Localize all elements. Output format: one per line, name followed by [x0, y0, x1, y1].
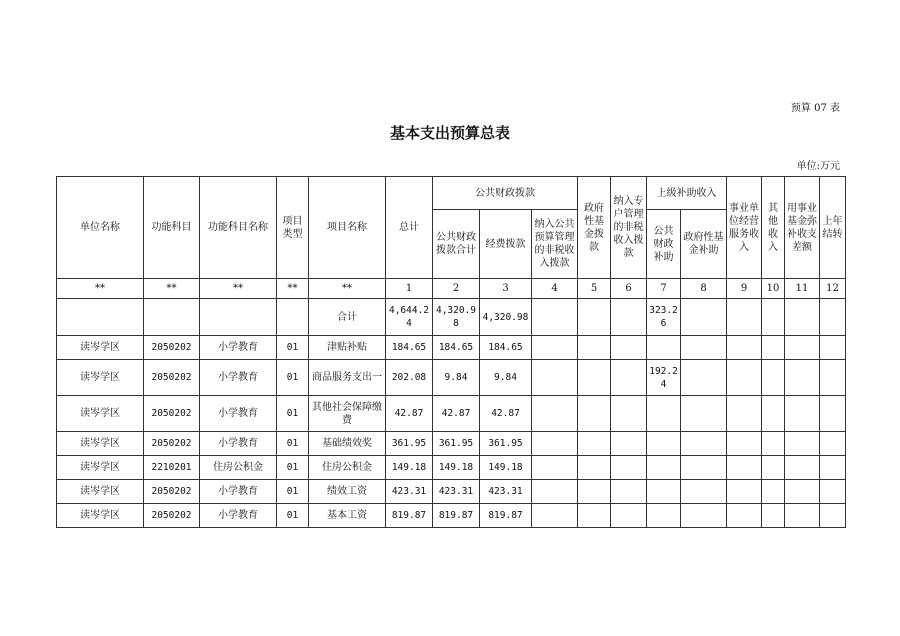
cell-funding: 149.18 — [480, 456, 532, 480]
index-cell: 7 — [647, 279, 681, 299]
cell-unit: 读岑学区 — [57, 396, 144, 432]
cell-subsidy — [647, 336, 681, 360]
header-project-name: 项目名称 — [309, 177, 386, 279]
cell-funding: 819.87 — [480, 504, 532, 528]
cell-unit: 读岑学区 — [57, 360, 144, 396]
header-total: 总计 — [386, 177, 433, 279]
cell-project: 住房公积金 — [309, 456, 386, 480]
index-cell: 8 — [681, 279, 727, 299]
header-gov-fund-subsidy: 政府性基金补助 — [681, 210, 727, 279]
index-cell: 9 — [727, 279, 762, 299]
header-funding: 经费拨款 — [480, 210, 532, 279]
cell-code: 2050202 — [144, 480, 200, 504]
index-cell: 3 — [480, 279, 532, 299]
cell-total: 361.95 — [386, 432, 433, 456]
cell-name: 小学教育 — [200, 336, 277, 360]
index-cell: ** — [200, 279, 277, 299]
cell-code: 2050202 — [144, 396, 200, 432]
cell-subsidy — [647, 432, 681, 456]
cell-name: 小学教育 — [200, 480, 277, 504]
cell-name: 住房公积金 — [200, 456, 277, 480]
cell-public-fiscal: 819.87 — [433, 504, 480, 528]
index-cell: 1 — [386, 279, 433, 299]
cell-funding: 42.87 — [480, 396, 532, 432]
cell-project: 基础绩效奖 — [309, 432, 386, 456]
cell-total: 819.87 — [386, 504, 433, 528]
cell-project: 绩效工资 — [309, 480, 386, 504]
index-row — [57, 279, 846, 299]
budget-table — [56, 176, 846, 528]
header-business-income: 事业单位经营服务收入 — [727, 177, 762, 279]
header-fund-balance: 用事业基金弥补收支差额 — [785, 177, 820, 279]
table-row — [57, 456, 846, 480]
header-special-nontax: 纳入专户管理的非税收入拨款 — [611, 177, 647, 279]
page-title: 基本支出预算总表 — [389, 124, 510, 142]
cell-unit: 读岑学区 — [57, 456, 144, 480]
header-project-type: 项目类型 — [277, 177, 309, 279]
cell-funding: 184.65 — [480, 336, 532, 360]
cell-public-fiscal: 149.18 — [433, 456, 480, 480]
cell-name: 小学教育 — [200, 360, 277, 396]
cell-project: 其他社会保障缴费 — [309, 396, 386, 432]
cell-total: 42.87 — [386, 396, 433, 432]
total-row — [57, 299, 846, 336]
index-cell: ** — [57, 279, 144, 299]
cell-subsidy — [647, 396, 681, 432]
cell-unit: 读岑学区 — [57, 336, 144, 360]
index-cell: 10 — [762, 279, 785, 299]
table-row — [57, 360, 846, 396]
index-cell: ** — [144, 279, 200, 299]
header-func-subject: 功能科目 — [144, 177, 200, 279]
index-cell: ** — [277, 279, 309, 299]
index-cell: 5 — [578, 279, 611, 299]
cell-code: 2050202 — [144, 432, 200, 456]
cell-name: 小学教育 — [200, 396, 277, 432]
header-public-fiscal: 公共财政拨款 — [433, 177, 578, 210]
table-row — [57, 432, 846, 456]
cell-project: 商品服务支出一 — [309, 360, 386, 396]
cell-type: 01 — [277, 456, 309, 480]
cell-unit: 读岑学区 — [57, 480, 144, 504]
cell-code: 2050202 — [144, 360, 200, 396]
cell-type: 01 — [277, 504, 309, 528]
total-funding: 4,320.98 — [480, 299, 532, 336]
total-public-fiscal: 4,320.98 — [433, 299, 480, 336]
table-row — [57, 480, 846, 504]
cell-total: 423.31 — [386, 480, 433, 504]
cell-name: 小学教育 — [200, 432, 277, 456]
header-gov-fund: 政府性基金拨款 — [578, 177, 611, 279]
header-nontax: 纳入公共预算管理的非税收入拨款 — [532, 210, 578, 279]
header-public-fiscal-sub: 公共财政拨款合计 — [433, 210, 480, 279]
index-cell: 12 — [820, 279, 846, 299]
index-cell: 2 — [433, 279, 480, 299]
cell-type: 01 — [277, 480, 309, 504]
index-cell: 4 — [532, 279, 578, 299]
form-number: 预算 07 表 — [790, 103, 840, 114]
cell-subsidy — [647, 504, 681, 528]
cell-subsidy — [647, 456, 681, 480]
cell-type: 01 — [277, 336, 309, 360]
cell-total: 202.08 — [386, 360, 433, 396]
cell-code: 2210201 — [144, 456, 200, 480]
cell-code: 2050202 — [144, 504, 200, 528]
cell-type: 01 — [277, 432, 309, 456]
cell-unit: 读岑学区 — [57, 432, 144, 456]
index-cell: 6 — [611, 279, 647, 299]
cell-code: 2050202 — [144, 336, 200, 360]
cell-subsidy: 192.24 — [647, 360, 681, 396]
cell-subsidy — [647, 480, 681, 504]
total-label: 合计 — [309, 299, 386, 336]
header-unit-name: 单位名称 — [57, 177, 144, 279]
cell-project: 基本工资 — [309, 504, 386, 528]
cell-public-fiscal: 184.65 — [433, 336, 480, 360]
cell-funding: 423.31 — [480, 480, 532, 504]
header-superior-subsidy: 上级补助收入 — [647, 177, 727, 210]
cell-name: 小学教育 — [200, 504, 277, 528]
header-public-fiscal-subsidy: 公共财政补助 — [647, 210, 681, 279]
cell-type: 01 — [277, 360, 309, 396]
unit-label: 单位:万元 — [796, 161, 840, 172]
cell-total: 149.18 — [386, 456, 433, 480]
index-cell: ** — [309, 279, 386, 299]
header-last-year: 上年结转 — [820, 177, 846, 279]
header-other-income: 其他收入 — [762, 177, 785, 279]
cell-total: 184.65 — [386, 336, 433, 360]
table-row — [57, 336, 846, 360]
cell-funding: 9.84 — [480, 360, 532, 396]
header-func-subject-name: 功能科目名称 — [200, 177, 277, 279]
cell-project: 津贴补贴 — [309, 336, 386, 360]
index-cell: 11 — [785, 279, 820, 299]
cell-type: 01 — [277, 396, 309, 432]
cell-public-fiscal: 361.95 — [433, 432, 480, 456]
table-row — [57, 396, 846, 432]
cell-public-fiscal: 9.84 — [433, 360, 480, 396]
cell-unit: 读岑学区 — [57, 504, 144, 528]
total-amount: 4,644.24 — [386, 299, 433, 336]
cell-public-fiscal: 423.31 — [433, 480, 480, 504]
total-public-fiscal-subsidy: 323.26 — [647, 299, 681, 336]
table-row — [57, 504, 846, 528]
cell-public-fiscal: 42.87 — [433, 396, 480, 432]
cell-funding: 361.95 — [480, 432, 532, 456]
